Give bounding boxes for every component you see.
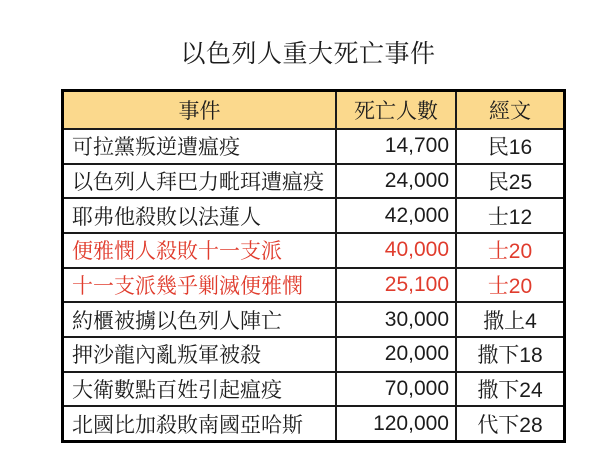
cell-scripture: 民25 — [487, 171, 533, 194]
table-row — [64, 407, 563, 440]
cell-deaths: 40,000 — [337, 234, 457, 267]
header-cell-scripture: 經文 — [489, 100, 531, 123]
cell-event: 以色列人拜巴力毗珥遭瘟疫 — [64, 165, 337, 198]
table-row — [64, 234, 563, 269]
cell-event: 便雅憫人殺敗十一支派 — [64, 234, 337, 267]
cell-deaths: 20,000 — [337, 338, 457, 371]
cell-event: 大衛數點百姓引起瘟疫 — [64, 373, 337, 406]
cell-scripture: 代下28 — [477, 413, 543, 437]
table-row — [64, 130, 563, 165]
cell-deaths: 42,000 — [337, 199, 457, 232]
page-title: 以色列人重大死亡事件 — [180, 40, 436, 68]
header-cell-deaths: 死亡人數 — [337, 92, 457, 128]
cell-scripture: 士12 — [487, 205, 533, 229]
cell-event: 約櫃被擄以色列人陣亡 — [64, 303, 337, 336]
table-row — [64, 303, 563, 338]
cell-scripture: 撒上4 — [483, 309, 537, 333]
cell-deaths: 14,700 — [337, 130, 457, 163]
cell-deaths: 70,000 — [337, 373, 457, 406]
cell-event: 耶弗他殺敗以法蓮人 — [64, 199, 337, 232]
cell-event: 可拉黨叛逆遭瘟疫 — [64, 130, 337, 163]
cell-deaths: 120,000 — [337, 407, 457, 440]
cell-deaths: 30,000 — [337, 303, 457, 336]
table-row — [64, 373, 563, 408]
deaths-table — [61, 89, 566, 443]
cell-scripture: 士20 — [487, 240, 533, 264]
cell-event: 十一支派幾乎剿滅便雅憫 — [64, 269, 337, 302]
cell-deaths: 25,100 — [337, 269, 457, 302]
cell-deaths: 24,000 — [337, 165, 457, 198]
cell-event: 北國比加殺敗南國亞哈斯 — [64, 407, 337, 440]
table-row — [64, 165, 563, 200]
header-cell-event: 事件 — [64, 92, 337, 128]
cell-event: 押沙龍內亂叛軍被殺 — [64, 338, 337, 371]
cell-scripture: 民16 — [487, 136, 533, 160]
table-row — [64, 199, 563, 234]
cell-scripture: 撒下24 — [477, 379, 543, 403]
table-row — [64, 338, 563, 373]
cell-scripture: 撒下18 — [477, 344, 543, 368]
table-row — [64, 269, 563, 304]
table-header-row — [64, 92, 563, 130]
cell-scripture: 士20 — [487, 275, 533, 299]
